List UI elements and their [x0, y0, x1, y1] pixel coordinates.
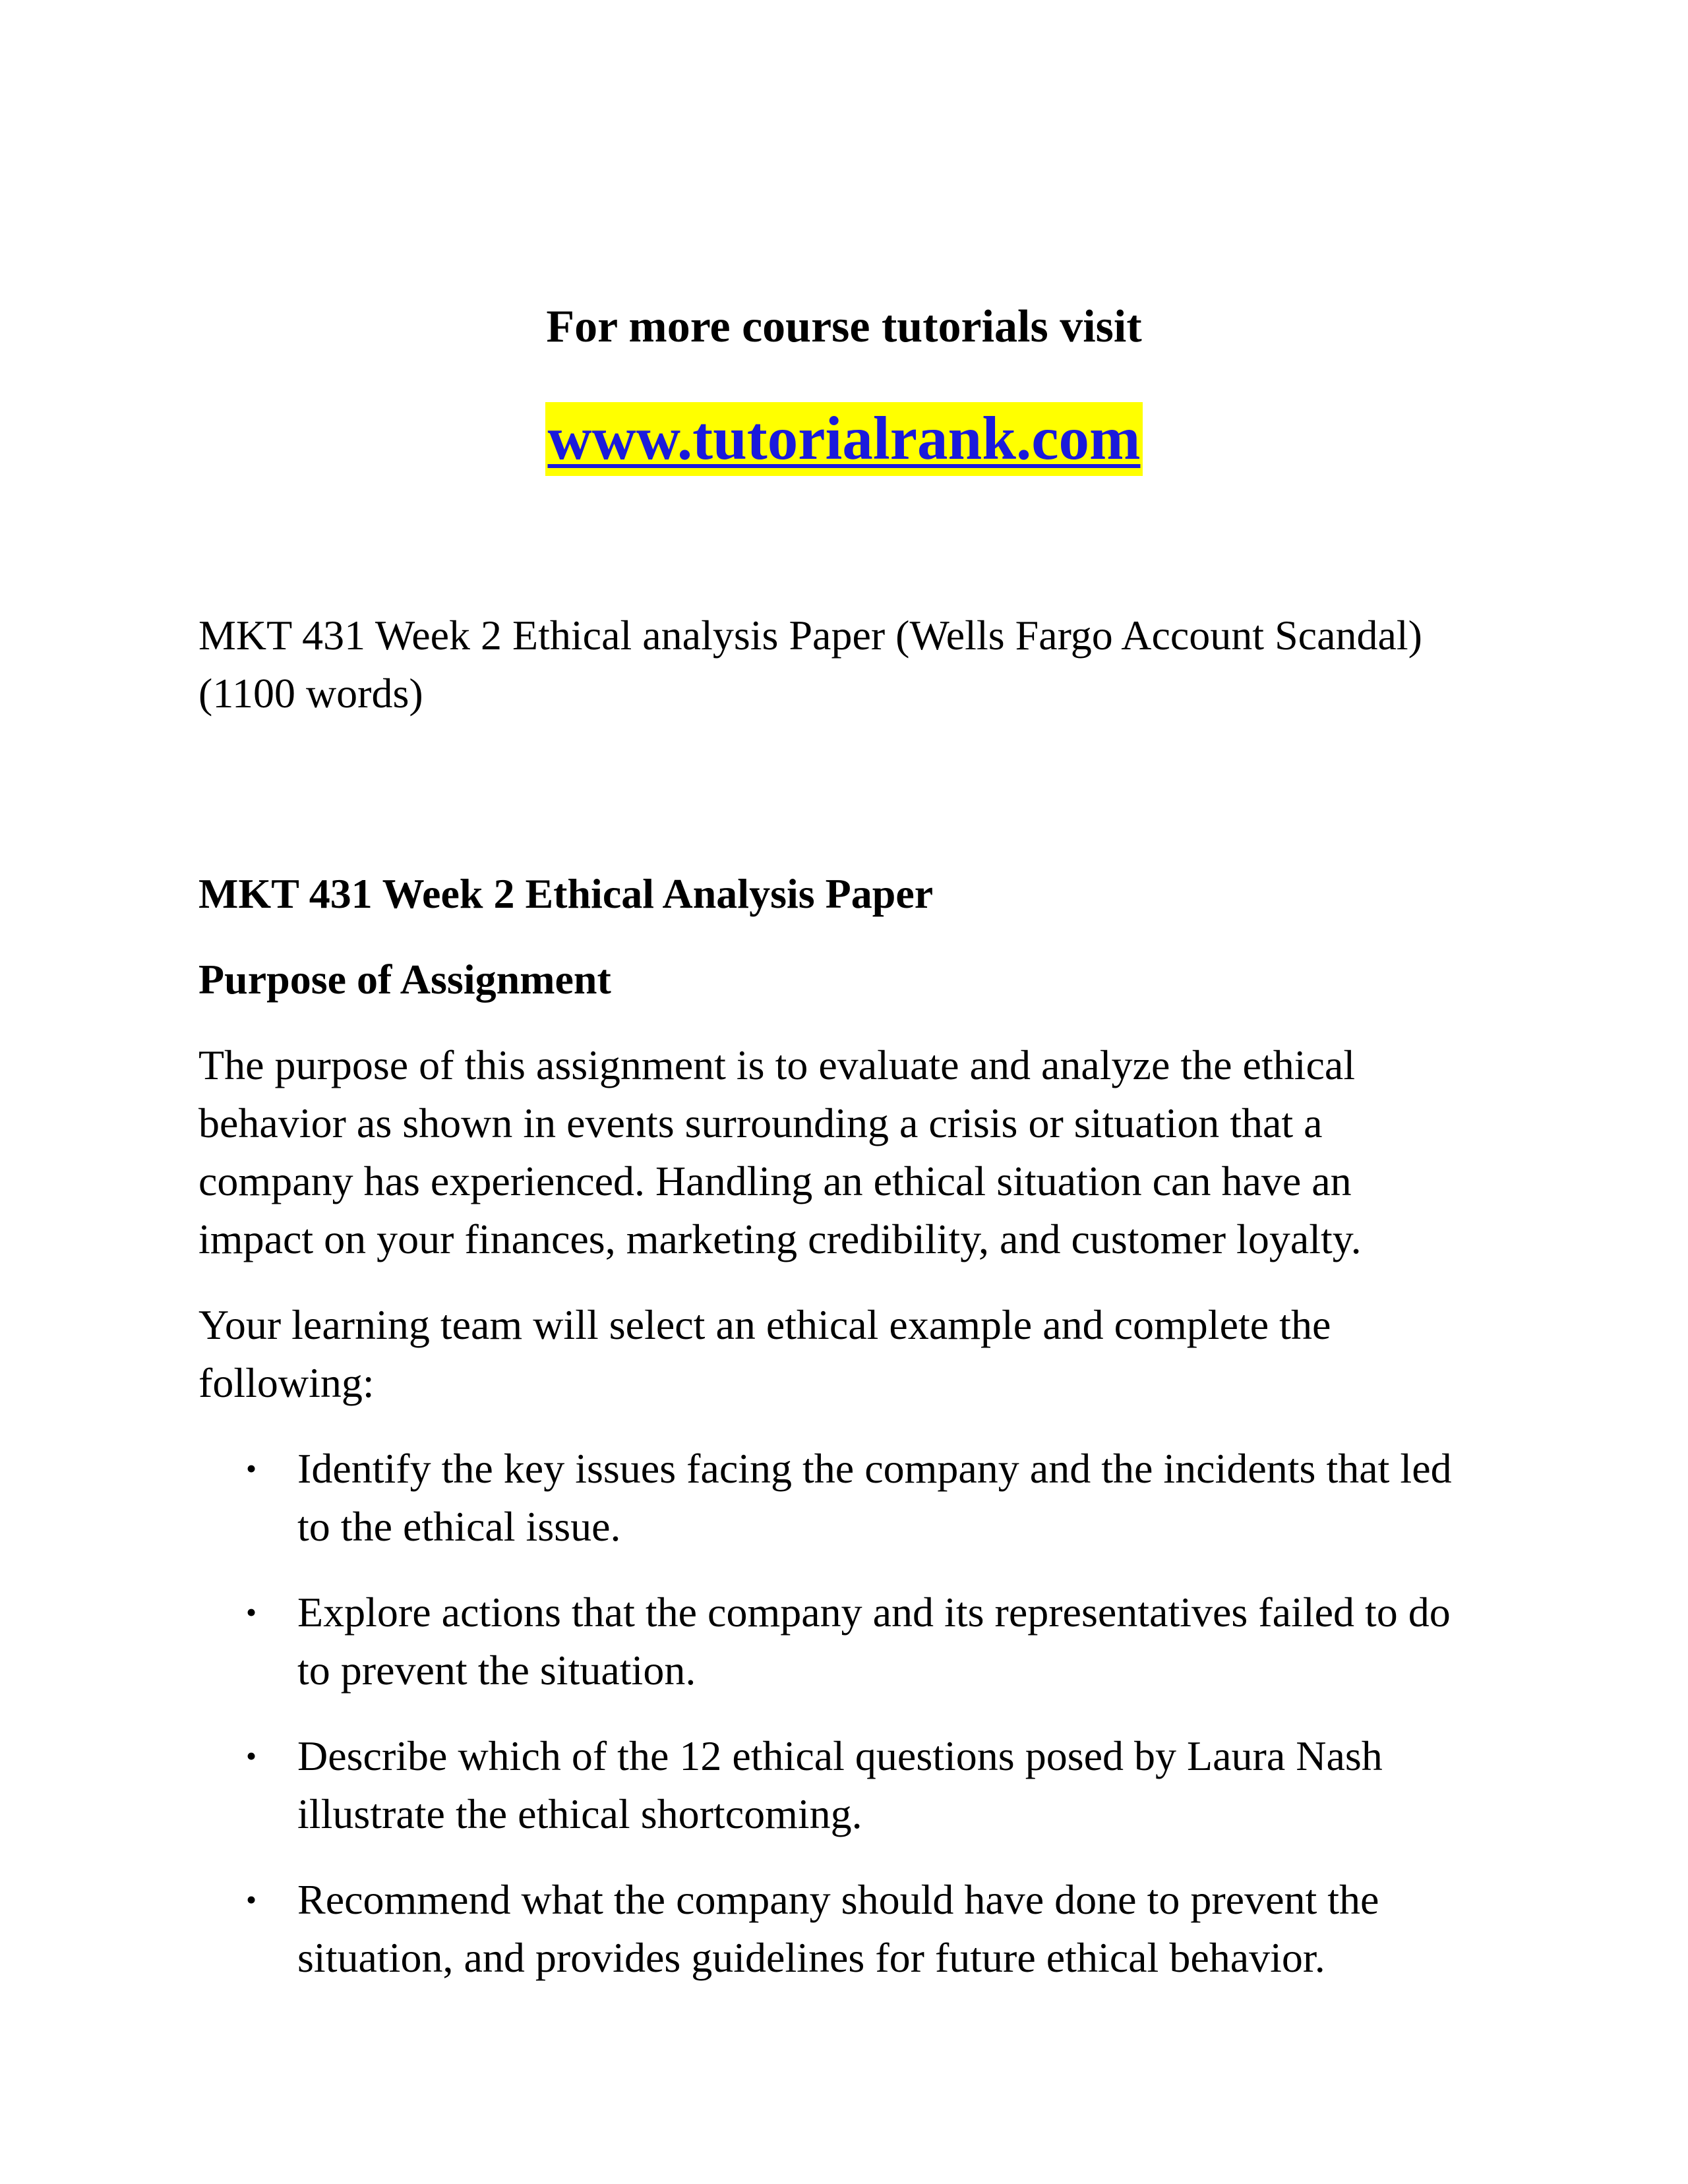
bullet-icon: •: [246, 1452, 257, 1485]
instructions-paragraph: Your learning team will select an ethical example and complete the following:: [198, 1301, 1331, 1406]
list-item: [198, 1727, 1471, 1843]
section-heading: MKT 431 Week 2 Ethical Analysis Paper: [198, 870, 934, 917]
purpose-paragraph: The purpose of this assignment is to evaluate and analyze the ethical behavior as shown in events surrounding a crisis or situation that a company has experienced. Handling an ethical situation can have an impact on your finances, marketing credibility, and customer loyalty.: [198, 1042, 1362, 1262]
visit-text: For more course tutorials visit: [546, 301, 1142, 352]
document-title-line-2: (1100 words): [198, 670, 423, 717]
list-item: [198, 1871, 1471, 1987]
list-item: [198, 1583, 1471, 1699]
document-title-line-1: MKT 431 Week 2 Ethical analysis Paper (Wells Fargo Account Scandal): [198, 612, 1422, 659]
bullet-icon: •: [246, 1739, 257, 1773]
list-item-text: Identify the key issues facing the company and the incidents that led to the ethical issue.: [297, 1445, 1452, 1550]
bullet-icon: •: [246, 1883, 257, 1916]
list-item-text: Recommend what the company should have done to prevent the situation, and provides guidelines for future ethical behavior.: [297, 1876, 1379, 1981]
tutorialrank-link[interactable]: www.tutorialrank.com: [545, 402, 1143, 476]
document-title: [198, 606, 1530, 723]
bullet-icon: •: [246, 1595, 257, 1629]
list-item-text: Describe which of the 12 ethical questions posed by Laura Nash illustrate the ethical shortcoming.: [297, 1732, 1383, 1837]
list-item: [198, 1440, 1471, 1556]
document-body: [198, 606, 1530, 2015]
purpose-heading: Purpose of Assignment: [198, 956, 611, 1003]
url-container: [0, 402, 1688, 476]
list-item-text: Explore actions that the company and its representatives failed to do to prevent the situation.: [297, 1589, 1451, 1694]
task-list: [198, 1440, 1530, 1987]
